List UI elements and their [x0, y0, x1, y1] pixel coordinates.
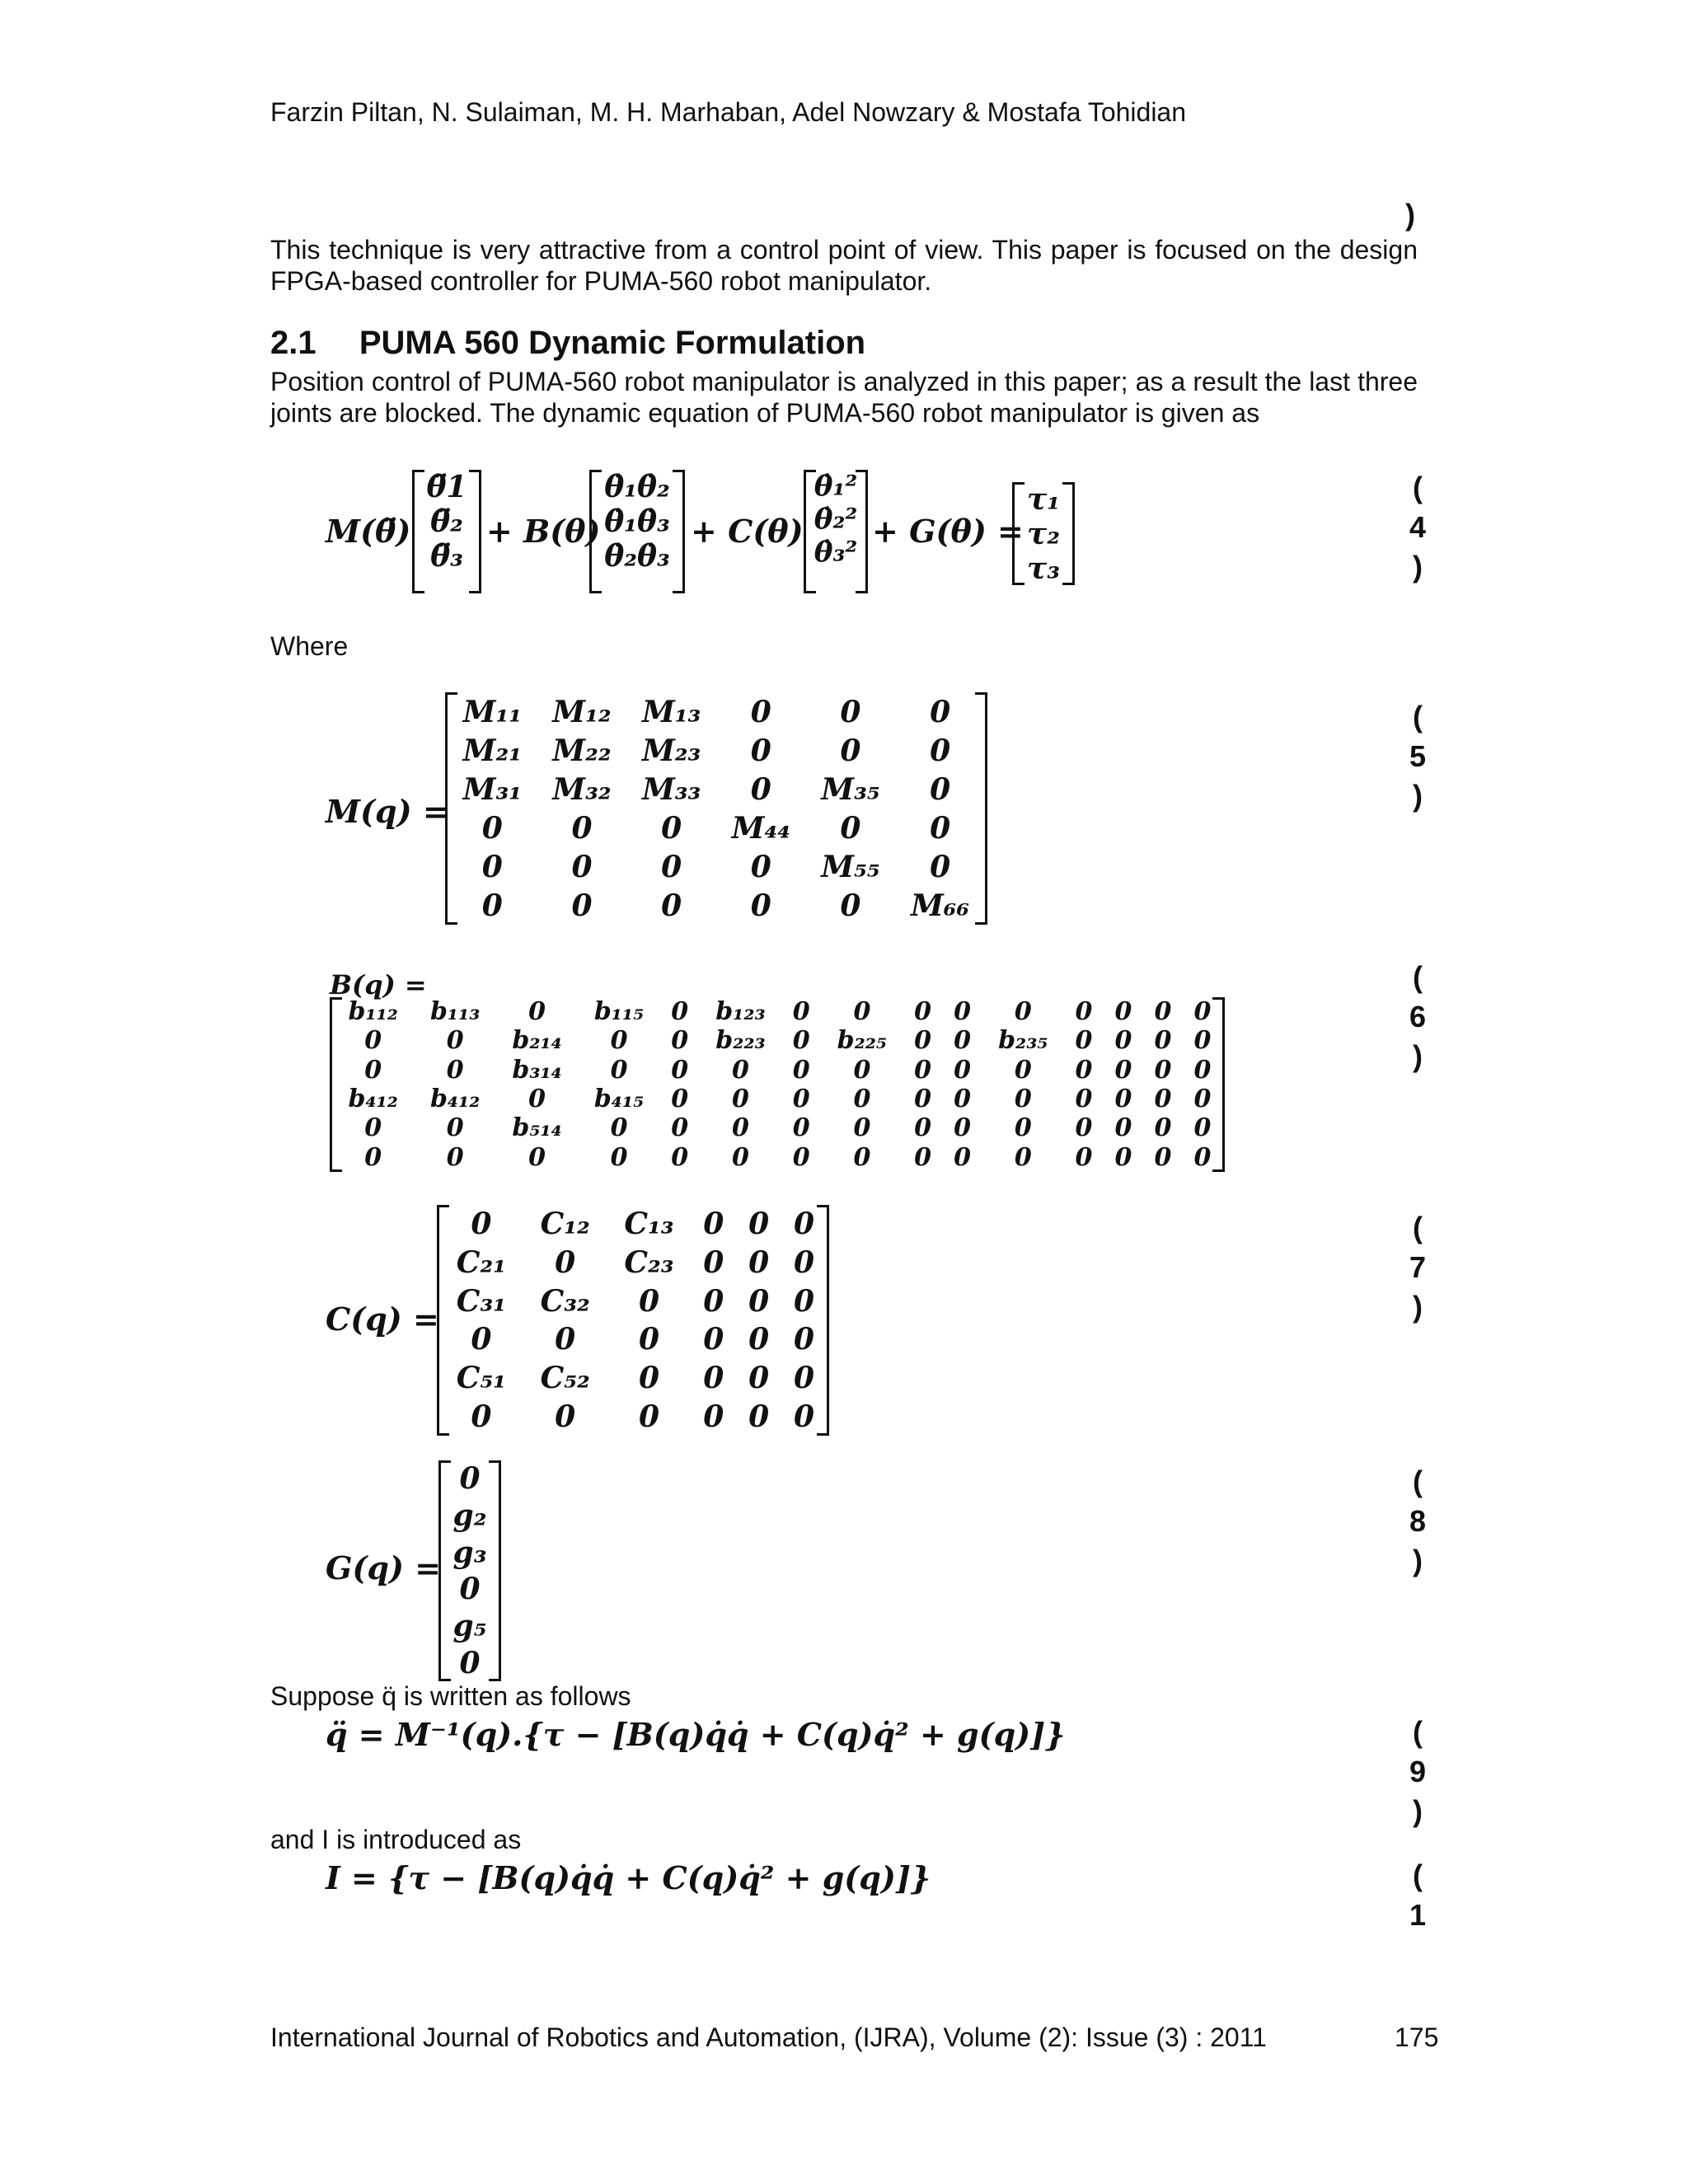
matrix-entry: M₂₃ — [641, 733, 701, 768]
eq5-open-paren: ( — [1413, 700, 1423, 733]
matrix-entry: 0 — [1075, 1085, 1093, 1114]
matrix-entry: 0 — [853, 1085, 871, 1114]
matrix-entry: 0 — [748, 1244, 770, 1280]
eq7-matrix — [437, 1205, 829, 1436]
matrix-entry: 0 — [1114, 1142, 1132, 1172]
eq-number-9 — [1405, 1713, 1430, 1831]
matrix-entry: M₃₂ — [552, 771, 612, 807]
eq7-lhs: C(q) = — [326, 1301, 439, 1338]
vector-entry: θ̈1 — [426, 470, 467, 504]
matrix-entry: 0 — [528, 997, 546, 1027]
matrix-entry: 0 — [1114, 1055, 1132, 1085]
matrix-entry: 0 — [364, 1026, 382, 1056]
matrix-row — [439, 1359, 827, 1398]
eq-number-5 — [1405, 697, 1430, 816]
matrix-entry: M₅₅ — [821, 849, 880, 884]
matrix-entry: 0 — [1154, 1113, 1172, 1143]
matrix-entry: 0 — [914, 1142, 932, 1172]
eq7-close-paren: ) — [1413, 1290, 1423, 1324]
vector-entry: g₃ — [452, 1535, 487, 1570]
vector-entry: τ₃ — [1027, 551, 1060, 586]
eq6-open-paren: ( — [1413, 960, 1423, 994]
vector-entry: θ̈₃ — [430, 539, 463, 574]
eq5-close-paren: ) — [1413, 779, 1423, 813]
vector-entry: θ̇₁θ̇₃ — [604, 504, 670, 539]
matrix-entry: 0 — [732, 1113, 749, 1143]
matrix-entry: 0 — [638, 1283, 660, 1319]
eq6-matrix — [330, 997, 1225, 1172]
matrix-entry: 0 — [748, 1399, 770, 1434]
eq4-sq-vector — [804, 470, 868, 593]
matrix-entry: 0 — [571, 810, 593, 846]
vector-entry: g₂ — [452, 1497, 487, 1533]
and-i-text: and I is introduced as — [270, 1825, 522, 1854]
matrix-entry: 0 — [853, 997, 871, 1027]
matrix-entry: 0 — [1075, 1142, 1093, 1172]
matrix-entry: 0 — [638, 1360, 660, 1395]
matrix-entry: 0 — [792, 1142, 810, 1172]
matrix-entry: 0 — [703, 1360, 724, 1395]
matrix-entry: 0 — [1193, 997, 1212, 1027]
matrix-entry: M₂₁ — [462, 733, 523, 768]
eq4-number: 4 — [1409, 510, 1427, 544]
matrix-entry: 0 — [1014, 1142, 1032, 1172]
matrix-entry: 0 — [792, 997, 810, 1027]
eq4-lhs: M(θ̈) — [326, 513, 411, 550]
matrix-entry: 0 — [750, 849, 771, 884]
matrix-entry: 0 — [555, 1244, 576, 1280]
matrix-entry: 0 — [954, 1085, 971, 1114]
matrix-entry: 0 — [671, 1113, 689, 1143]
eq6-close-paren: ) — [1413, 1039, 1423, 1073]
matrix-entry: 0 — [610, 1142, 628, 1172]
eq4-b-term: + B(θ) — [486, 513, 601, 550]
matrix-entry: 0 — [930, 810, 951, 846]
vector-entry: g₅ — [452, 1608, 487, 1643]
matrix-entry: 0 — [703, 1399, 724, 1434]
matrix-entry: C₅₁ — [456, 1360, 506, 1395]
matrix-entry: b₁₁₅ — [593, 997, 645, 1027]
matrix-entry: 0 — [1154, 1055, 1172, 1085]
matrix-entry: 0 — [954, 1113, 971, 1143]
matrix-entry: 0 — [794, 1207, 815, 1242]
vector-entry: 0 — [459, 1645, 481, 1680]
matrix-entry: 0 — [671, 1085, 689, 1114]
vector-entry: θ̇₃² — [814, 536, 858, 569]
matrix-entry: 0 — [1114, 997, 1132, 1027]
eq5-matrix — [445, 692, 987, 925]
eq8-number: 8 — [1409, 1504, 1427, 1538]
matrix-entry: 0 — [555, 1322, 576, 1357]
eq-number-10 — [1405, 1856, 1430, 1935]
matrix-entry: 0 — [853, 1142, 871, 1172]
matrix-entry: 0 — [1075, 997, 1093, 1027]
matrix-entry: 0 — [930, 849, 951, 884]
eq4-close-paren: ) — [1413, 550, 1423, 583]
section-title: PUMA 560 Dynamic Formulation — [359, 325, 866, 361]
matrix-row — [439, 1244, 827, 1282]
matrix-entry: M₃₁ — [462, 771, 523, 807]
vector-entry: θ̇₁θ̇₂ — [604, 470, 670, 504]
matrix-entry: 0 — [661, 888, 682, 923]
matrix-entry: b₂₂₅ — [837, 1026, 888, 1056]
matrix-entry: 0 — [703, 1322, 724, 1357]
matrix-entry: 0 — [794, 1322, 815, 1357]
matrix-entry: M₁₃ — [641, 694, 701, 729]
matrix-row — [439, 1205, 827, 1244]
matrix-entry: b₄₁₅ — [593, 1085, 645, 1114]
matrix-entry: b₂₃₅ — [998, 1026, 1048, 1056]
matrix-entry: M₁₂ — [552, 694, 612, 729]
matrix-entry: 0 — [792, 1113, 810, 1143]
vector-entry: θ̇₂² — [814, 503, 858, 536]
eq8-close-paren: ) — [1413, 1544, 1423, 1577]
matrix-entry: 0 — [1075, 1026, 1093, 1056]
matrix-entry: 0 — [1075, 1055, 1093, 1085]
matrix-entry: 0 — [1193, 1026, 1212, 1056]
matrix-row — [332, 1085, 1222, 1113]
matrix-entry: 0 — [792, 1085, 810, 1114]
matrix-entry: 0 — [1014, 1085, 1032, 1114]
matrix-entry: b₅₁₄ — [512, 1113, 562, 1143]
eq4-accel-vector — [412, 470, 481, 593]
vector-entry: θ̈₂ — [430, 504, 463, 539]
matrix-entry: 0 — [481, 888, 503, 923]
eq5-number: 5 — [1409, 739, 1427, 773]
dangling-paren: ) — [1405, 198, 1415, 232]
matrix-entry: 0 — [610, 1026, 628, 1056]
eq4-g-term: + G(θ) = — [872, 513, 1024, 550]
matrix-entry: 0 — [571, 849, 593, 884]
matrix-row — [448, 886, 985, 925]
eq10-open-paren: ( — [1413, 1858, 1423, 1892]
matrix-row — [448, 692, 985, 731]
matrix-entry: 0 — [703, 1283, 724, 1319]
equation-9: q̈ = M⁻¹(q).{τ − [B(q)q̇q̇ + C(q)q̇² + g(q)]} — [326, 1716, 1066, 1753]
matrix-entry: 0 — [914, 1026, 932, 1056]
matrix-entry: 0 — [954, 1142, 971, 1172]
matrix-entry: 0 — [703, 1244, 724, 1280]
matrix-entry: 0 — [481, 849, 503, 884]
matrix-entry: 0 — [794, 1360, 815, 1395]
matrix-entry: 0 — [1114, 1085, 1132, 1114]
matrix-entry: M₄₄ — [731, 810, 790, 846]
matrix-row — [448, 808, 985, 847]
matrix-entry: 0 — [638, 1399, 660, 1434]
vector-entry: τ₂ — [1027, 517, 1060, 551]
vector-entry: τ₁ — [1027, 482, 1060, 517]
eq-number-8 — [1405, 1462, 1430, 1581]
matrix-row — [448, 731, 985, 770]
matrix-entry: 0 — [792, 1055, 810, 1085]
eq-number-7 — [1405, 1208, 1430, 1327]
matrix-entry: 0 — [794, 1399, 815, 1434]
matrix-entry: C₂₁ — [456, 1244, 506, 1280]
matrix-entry: b₁₁₂ — [348, 997, 398, 1027]
matrix-entry: 0 — [794, 1283, 815, 1319]
matrix-entry: 0 — [750, 888, 771, 923]
matrix-entry: 0 — [748, 1322, 770, 1357]
matrix-entry: 0 — [446, 1113, 464, 1143]
matrix-entry: 0 — [364, 1055, 382, 1085]
matrix-entry: 0 — [1154, 1085, 1172, 1114]
matrix-entry: 0 — [1154, 997, 1172, 1027]
matrix-entry: 0 — [1154, 1142, 1172, 1172]
matrix-entry: 0 — [792, 1026, 810, 1056]
matrix-entry: 0 — [571, 888, 593, 923]
page-number: 175 — [1395, 2022, 1439, 2052]
eq7-open-paren: ( — [1413, 1211, 1423, 1244]
matrix-entry: 0 — [446, 1055, 464, 1085]
matrix-entry: 0 — [1114, 1026, 1132, 1056]
eq8-vector — [438, 1460, 501, 1681]
matrix-entry: b₁₂₃ — [715, 997, 766, 1027]
matrix-entry: 0 — [671, 1142, 689, 1172]
where-label: Where — [270, 631, 349, 661]
matrix-row — [332, 997, 1222, 1026]
matrix-row — [448, 847, 985, 886]
matrix-entry: 0 — [1193, 1055, 1212, 1085]
matrix-entry: 0 — [1193, 1113, 1212, 1143]
matrix-entry: 0 — [954, 997, 971, 1027]
matrix-entry: 0 — [750, 694, 771, 729]
matrix-entry: 0 — [1014, 1113, 1032, 1143]
matrix-entry: 0 — [671, 1026, 689, 1056]
eq-number-6 — [1405, 958, 1430, 1076]
matrix-entry: 0 — [610, 1055, 628, 1085]
matrix-entry: M₃₅ — [821, 771, 880, 807]
matrix-row — [439, 1320, 827, 1359]
vector-entry: θ̇₁² — [814, 470, 858, 503]
vector-entry: 0 — [459, 1461, 481, 1497]
matrix-entry: M₁₁ — [462, 694, 523, 729]
eq10-number-partial: 1 — [1409, 1898, 1427, 1932]
matrix-entry: 0 — [671, 1055, 689, 1085]
matrix-entry: 0 — [471, 1322, 492, 1357]
matrix-entry: 0 — [1114, 1113, 1132, 1143]
intro-paragraph: This technique is very attractive from a control point of view. This paper is focused on the design FPGA-based controller for PUMA-560 robot manipulator. — [270, 235, 1418, 296]
matrix-entry: 0 — [446, 1142, 464, 1172]
matrix-entry: 0 — [610, 1113, 628, 1143]
matrix-entry: C₂₃ — [624, 1244, 674, 1280]
matrix-entry: 0 — [840, 888, 861, 923]
vector-entry: 0 — [459, 1572, 481, 1607]
eq4-tau-vector — [1012, 482, 1075, 585]
matrix-row — [439, 1282, 827, 1320]
matrix-entry: 0 — [638, 1322, 660, 1357]
matrix-entry: 0 — [1014, 1055, 1032, 1085]
matrix-entry: 0 — [481, 810, 503, 846]
eq4-cross-vector — [589, 470, 685, 593]
eq9-close-paren: ) — [1413, 1794, 1423, 1828]
matrix-entry: 0 — [732, 1085, 749, 1114]
matrix-entry: 0 — [840, 694, 861, 729]
eq8-open-paren: ( — [1413, 1465, 1423, 1498]
matrix-row — [439, 1397, 827, 1436]
matrix-entry: 0 — [914, 997, 932, 1027]
matrix-entry: b₂₁₄ — [512, 1026, 562, 1056]
matrix-entry: 0 — [1014, 997, 1032, 1027]
matrix-row — [332, 1026, 1222, 1055]
running-header: Farzin Piltan, N. Sulaiman, M. H. Marhaban, Adel Nowzary & Mostafa Tohidian — [270, 97, 1187, 127]
matrix-entry: 0 — [794, 1244, 815, 1280]
eq8-lhs: G(q) = — [326, 1549, 442, 1586]
matrix-entry: 0 — [471, 1207, 492, 1242]
section-paragraph: Position control of PUMA-560 robot manipulator is analyzed in this paper; as a result the last three joints are blocked. The dynamic equation of PUMA-560 robot manipulator is given as — [270, 367, 1418, 428]
eq6-number: 6 — [1409, 1000, 1427, 1033]
matrix-entry: 0 — [853, 1113, 871, 1143]
matrix-entry: 0 — [364, 1113, 382, 1143]
eq-number-4 — [1405, 468, 1430, 587]
eq4-c-term: + C(θ) — [691, 513, 804, 550]
section-heading — [270, 325, 865, 362]
eq9-number: 9 — [1409, 1755, 1427, 1788]
matrix-entry: 0 — [528, 1085, 546, 1114]
eq6-lhs: B(q) = — [330, 969, 427, 1001]
matrix-entry: 0 — [661, 849, 682, 884]
matrix-entry: 0 — [930, 771, 951, 807]
matrix-entry: 0 — [954, 1026, 971, 1056]
matrix-entry: 0 — [930, 694, 951, 729]
matrix-entry: 0 — [748, 1360, 770, 1395]
equation-10: I = {τ − [B(q)q̇q̇ + C(q)q̇² + g(q)]} — [326, 1859, 931, 1896]
matrix-entry: b₂₂₃ — [715, 1026, 766, 1056]
matrix-entry: 0 — [703, 1207, 724, 1242]
matrix-entry: 0 — [750, 733, 771, 768]
matrix-entry: 0 — [732, 1142, 749, 1172]
matrix-entry: 0 — [1154, 1026, 1172, 1056]
matrix-row — [448, 770, 985, 808]
matrix-entry: 0 — [748, 1207, 770, 1242]
matrix-entry: 0 — [914, 1055, 932, 1085]
matrix-entry: C₁₂ — [540, 1207, 590, 1242]
matrix-entry: b₁₁₃ — [429, 997, 481, 1027]
matrix-entry: 0 — [748, 1283, 770, 1319]
eq7-number: 7 — [1409, 1250, 1427, 1284]
matrix-entry: 0 — [555, 1399, 576, 1434]
matrix-entry: 0 — [914, 1085, 932, 1114]
matrix-entry: C₃₁ — [456, 1283, 506, 1319]
matrix-entry: 0 — [661, 810, 682, 846]
matrix-entry: b₃₁₄ — [512, 1055, 562, 1085]
matrix-entry: C₅₂ — [540, 1360, 590, 1395]
matrix-entry: 0 — [1075, 1113, 1093, 1143]
matrix-entry: 0 — [840, 810, 861, 846]
matrix-entry: 0 — [471, 1399, 492, 1434]
eq5-lhs: M(q) = — [326, 793, 449, 830]
matrix-entry: 0 — [364, 1142, 382, 1172]
matrix-entry: M₂₂ — [552, 733, 612, 768]
vector-entry: θ̇₂θ̇₃ — [604, 539, 670, 574]
matrix-entry: 0 — [1193, 1142, 1212, 1172]
matrix-entry: b₄₁₂ — [348, 1085, 398, 1114]
matrix-row — [332, 1143, 1222, 1172]
footer-journal: International Journal of Robotics and Automation, (IJRA), Volume (2): Issue (3) : 2011 — [270, 2022, 1267, 2052]
matrix-entry: 0 — [954, 1055, 971, 1085]
section-number: 2.1 — [270, 325, 316, 361]
matrix-entry: 0 — [840, 733, 861, 768]
matrix-entry: M₆₆ — [910, 888, 970, 923]
matrix-entry: 0 — [853, 1055, 871, 1085]
eq9-open-paren: ( — [1413, 1715, 1423, 1749]
matrix-entry: C₁₃ — [624, 1207, 674, 1242]
matrix-entry: 0 — [1193, 1085, 1212, 1114]
matrix-entry: 0 — [732, 1055, 749, 1085]
matrix-entry: 0 — [750, 771, 771, 807]
matrix-row — [332, 1056, 1222, 1085]
matrix-entry: 0 — [930, 733, 951, 768]
matrix-entry: 0 — [914, 1113, 932, 1143]
eq4-open-paren: ( — [1413, 471, 1423, 504]
matrix-entry: 0 — [446, 1026, 464, 1056]
matrix-entry: b₄₁₂ — [429, 1085, 481, 1114]
matrix-entry: C₃₂ — [540, 1283, 590, 1319]
matrix-entry: 0 — [528, 1142, 546, 1172]
matrix-row — [332, 1113, 1222, 1142]
suppose-text: Suppose q̈ is written as follows — [270, 1681, 631, 1711]
matrix-entry: 0 — [671, 997, 689, 1027]
matrix-entry: M₃₃ — [641, 771, 701, 807]
